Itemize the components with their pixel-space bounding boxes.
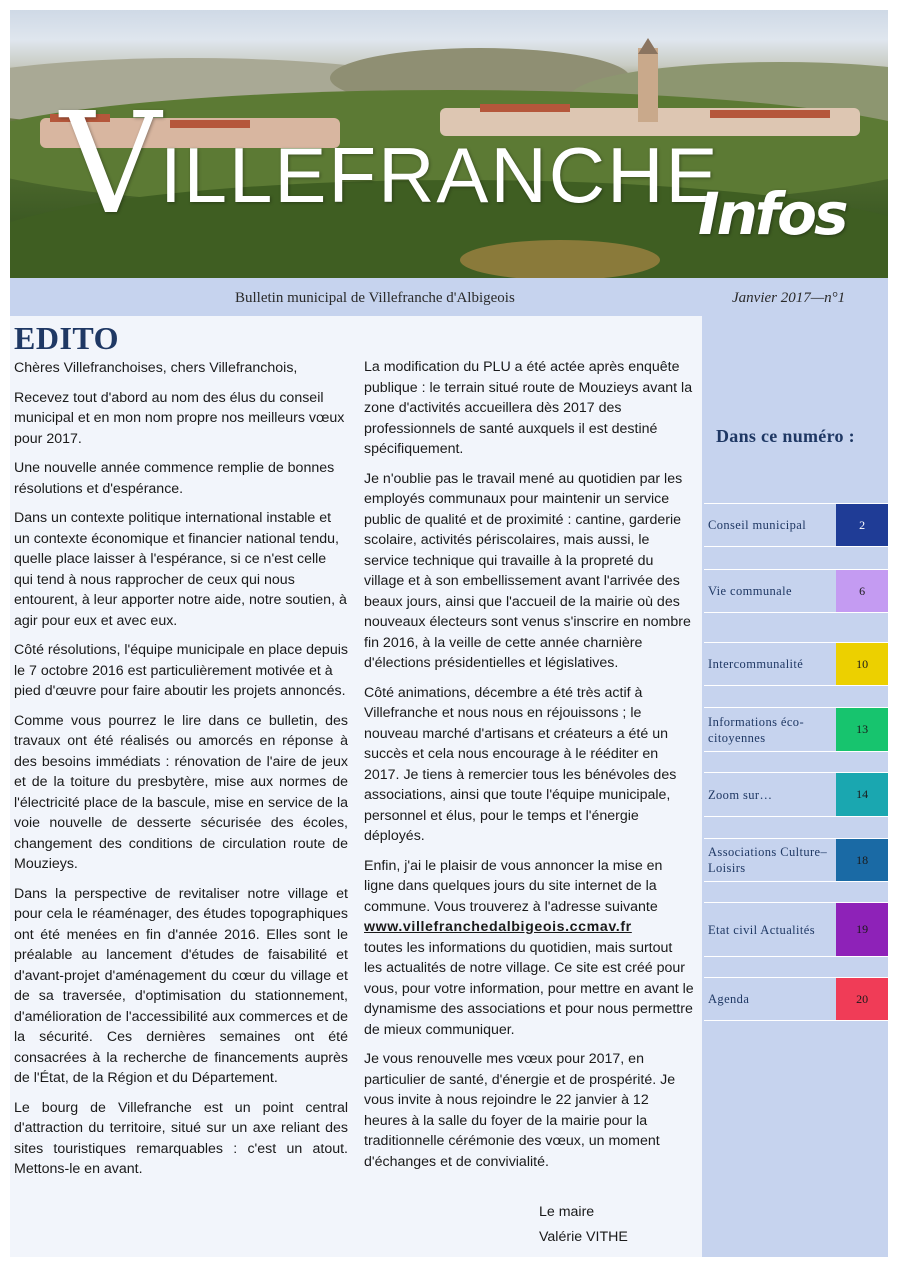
edito-column-2 bbox=[364, 357, 694, 1181]
church-spire bbox=[638, 38, 658, 54]
toc-title: Dans ce numéro : bbox=[716, 426, 855, 446]
roof bbox=[170, 120, 250, 128]
paragraph: La modification du PLU a été actée après enquête publique : le terrain situé route de Mouzieys avant la zone d'activités accueillera dès 2017 des professionnels de santé auxquels il est destiné spécifiquement. bbox=[364, 359, 693, 457]
paragraph-text: toutes les informations du quotidien, mais surtout les actualités de notre village. Ce site est créé pour vous, pour votre information, pour mettre en avant le dynamisme des associations et pour nous permettre de mieux communiquer. bbox=[364, 939, 694, 1038]
roof bbox=[710, 110, 830, 118]
title-suffix: Infos bbox=[698, 180, 846, 248]
paragraph: Je n'oublie pas le travail mené au quotidien par les employés communaux pour maintenir un service public de qualité et de proximité : cantine, garderie scolaire, activités périscolaires, mais aussi, le service technique qui travaille à la propreté du village et à son embellissement avant l'arrivée des beaux jours, ainsi que l'accueil de la mairie où des nouveaux électeurs sont venus s'inscrire en nombre fin 2016, à la veille de cette année charnière d'élections présidentielles et législatives. bbox=[364, 470, 691, 671]
church-tower bbox=[638, 48, 658, 122]
toc-item-etat-civil[interactable] bbox=[704, 902, 888, 957]
paragraph: Côté résolutions, l'équipe municipale en place depuis le 7 octobre 2016 est particulièrement motivée et à pied d'œuvre pour faire aboutir les projets annoncés. bbox=[14, 642, 348, 699]
edito-column-1 bbox=[14, 358, 348, 1189]
paragraph: Côté animations, décembre a été très actif à Villefranche et nous nous en réjouissons ; le nouveau marché d'artisans et créateurs a été un succès et cela nous encourage à le rééditer en 2017. Je tiens à remercier tous les bénévoles des associations, ainsi que toute l'équipe municipale, personnel et élus, pour le temps et l'énergie déployés. bbox=[364, 684, 677, 844]
paragraph: Chères Villefranchoises, chers Villefranchois, bbox=[14, 360, 298, 376]
signature-role: Le maire bbox=[539, 1204, 595, 1220]
toc-item-label: Zoom sur… bbox=[708, 787, 773, 802]
signature-name: Valérie VITHE bbox=[539, 1229, 628, 1245]
toc-page-number: 6 bbox=[836, 570, 888, 612]
paragraph: Je vous renouvelle mes vœux pour 2017, en particulier de santé, d'énergie et de prospérité. Je vous invite à nous rejoindre le 22 janvier à 12 heures à la salle du foyer de la mairie pour la traditionnelle cérémonie des vœux, un moment d'échanges et de convivialité. bbox=[364, 1051, 676, 1170]
paragraph: Le bourg de Villefranche est un point central d'attraction du territoire, situé sur un axe reliant des sites touristiques remarquables : c'est un atout. Mettons-le en avant. bbox=[14, 1099, 348, 1177]
paragraph-text: Enfin, j'ai le plaisir de vous annoncer la mise en ligne dans quelques jours du site internet de la commune. Vous trouverez à l'adresse suivante bbox=[364, 857, 663, 915]
toc-page-number: 10 bbox=[836, 643, 888, 685]
toc-page-number: 20 bbox=[836, 978, 888, 1020]
toc-page-number: 14 bbox=[836, 773, 888, 816]
bulletin-subtitle: Bulletin municipal de Villefranche d'Albigeois bbox=[235, 290, 515, 306]
toc-item-label: Conseil municipal bbox=[708, 518, 807, 532]
paragraph: Dans la perspective de revitaliser notre village et pour cela le réaménager, des études topographiques ont été menées en fin d'année 2016. Elles sont le préalable au lancement d'études de faisabilité et d'avant-projet d'aménagement du cœur du village et de sa traversée, d'optimisation du stationnement, d'amélioration de l'accessibilité aux commerces et de la sécurité. Ces dernières semaines ont été consacrées à la recherche de financements auprès de l'État, de la Région et du Département. bbox=[14, 885, 348, 1086]
toc-page-number: 2 bbox=[836, 504, 888, 546]
edito-heading: EDITO bbox=[14, 320, 120, 356]
paragraph: Comme vous pourrez le lire dans ce bulletin, des travaux ont été réalisés ou amorcés en réponse à des besoins immédiats : rénovation de l'aire de jeux et de la toiture du presbytère, mise aux normes de l'électricité place de la bascule, mise en service de la voie nouvelle de desserte sécurisée des écoles, changement des conditions de circulation route de Mouzieys. bbox=[14, 712, 348, 872]
toc-item-zoom-sur[interactable] bbox=[704, 772, 888, 817]
toc-item-label: Etat civil Actualités bbox=[708, 922, 815, 937]
toc-item-label: Vie communale bbox=[708, 584, 792, 598]
roof bbox=[480, 104, 570, 112]
website-link[interactable]: www.villefranchedalbigeois.ccmav.fr bbox=[364, 919, 632, 935]
paragraph: Recevez tout d'abord au nom des élus du conseil municipal et en mon nom propre nos meilleurs vœux pour 2017. bbox=[14, 389, 345, 447]
toc-page-number: 18 bbox=[836, 839, 888, 881]
issue-number: Janvier 2017—n°1 bbox=[732, 290, 846, 306]
toc-item-label: Intercommunalité bbox=[708, 657, 804, 671]
toc-page-number: 19 bbox=[836, 903, 888, 956]
field bbox=[460, 240, 660, 278]
toc-item-conseil-municipal[interactable] bbox=[704, 503, 888, 547]
title-initial: V bbox=[60, 83, 158, 246]
paragraph-website bbox=[364, 856, 694, 1041]
title-main: ILLEFRANCHE bbox=[160, 131, 720, 219]
toc-item-associations[interactable] bbox=[704, 838, 888, 882]
paragraph: Une nouvelle année commence remplie de bonnes résolutions et d'espérance. bbox=[14, 460, 335, 497]
toc-item-label: Informations éco-citoyennes bbox=[708, 714, 805, 745]
paragraph: Dans un contexte politique international instable et un contexte économique et financier national tendu, quelle place laisser à l'espérance, si ce n'est celle qui tend à nous rapprocher de ceux qui nous entourent, à leur apporter notre aide, notre soutien, à agir pour eux et avec eux. bbox=[14, 510, 347, 629]
toc-item-informations-eco-citoyennes[interactable] bbox=[704, 707, 888, 752]
toc-item-label: Agenda bbox=[708, 992, 750, 1006]
toc-item-intercommunalite[interactable] bbox=[704, 642, 888, 686]
toc-item-label: Associations Culture– Loisirs bbox=[708, 845, 828, 875]
toc-page-number: 13 bbox=[836, 708, 888, 751]
toc-item-vie-communale[interactable] bbox=[704, 569, 888, 613]
toc-item-agenda[interactable] bbox=[704, 977, 888, 1021]
